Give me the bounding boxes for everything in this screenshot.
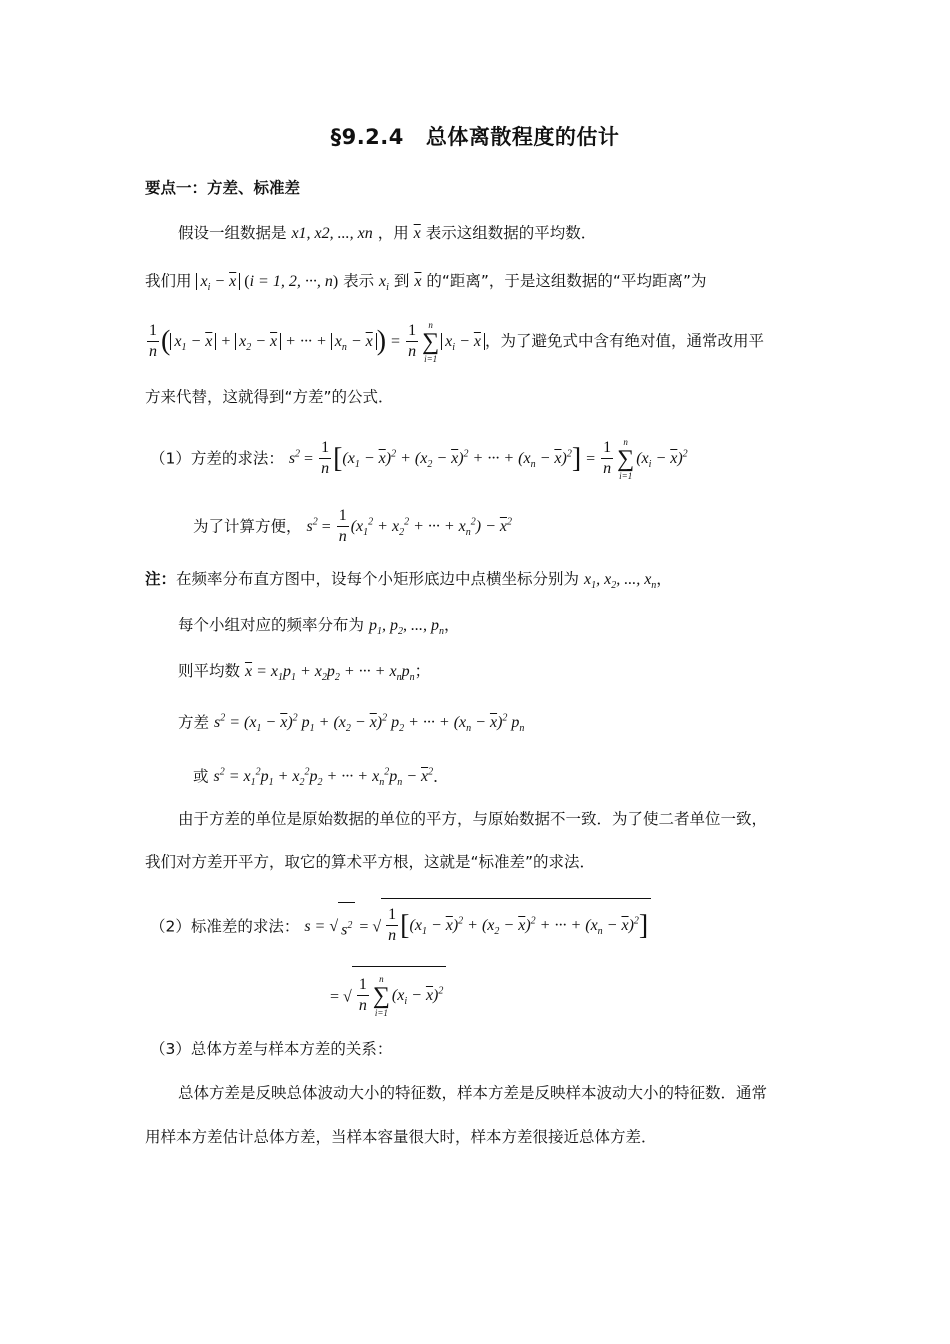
paragraph-4: 方来代替，这就得到“方差”的公式．: [145, 388, 394, 406]
paragraph-7: 总体方差是反映总体波动大小的特征数，样本方差是反映样本波动大小的特征数．通常: [178, 1084, 768, 1102]
paragraph-6: 我们对方差开平方，取它的算术平方根，这就是“标准差”的求法．: [145, 853, 596, 871]
variance-formula: （1）方差的求法： $s^2$ = $\frac{1}{n}$ [$(x_1 - \overline{x})^2 + (x_2 - \overline{x})^2$ + ··· + $(x_n - \overline{x})^2$] = $\frac{1}{n}$ n ∑ i=1 $(x_i - \overline{x})^2$: [150, 436, 688, 481]
paragraph-8: 用样本方差估计总体方差，当样本容量很大时，样本方差很接近总体方差．: [145, 1128, 657, 1146]
data-vars: x1, x2, ..., xn: [291, 225, 373, 242]
section-number: §9.2.4: [330, 125, 404, 149]
note-line-2: 每个小组对应的频率分布为 $p_1$, $p_2$, ..., $p_n$，: [178, 616, 460, 638]
distance-formula: $x_i - \overline{x}$ (i = 1, 2, ···, n): [196, 273, 338, 290]
standard-deviation-formula: （2）标准差的求法： s = √ $s^2$ = √ $\frac{1}{n}$ [$(x_1 - \overline{x})^2 + (x_2 - \overline{x})^2$ + ··· + $(x_n - \overline{x})^2$]: [150, 898, 651, 956]
standard-deviation-sum-formula: = √ $\frac{1}{n}$ n ∑ i=1 $(x_i - \overline{x})^2$: [330, 966, 446, 1028]
item-3-heading: （3）总体方差与样本方差的关系：: [150, 1040, 393, 1058]
paragraph-5: 由于方差的单位是原始数据的单位的平方，与原始数据不一致．为了使二者单位一致，: [178, 810, 768, 828]
note-line-5: 或 $s^2 = x_1^2p_1 + x_2^2p_2$ + ··· + $x_n^2p_n - \overline{x}^2$．: [193, 767, 449, 789]
key-point-heading: 要点一：方差、标准差: [145, 179, 301, 197]
note-line-1: 注：在频率分布直方图中，设每个小矩形底边中点横坐标分别为 $x_1$, $x_2$, ..., $x_n$，: [145, 570, 672, 592]
paragraph-2: 我们用 $x_i - \overline{x}$ (i = 1, 2, ···, n) 表示 $x_i$ 到 $\overline{x}$ 的“距离”，于是这组数据的“平均距离”为: [145, 272, 707, 294]
average-distance-formula: $\frac{1}{n}$ ( $x_1 - \overline{x} + x_2 - \overline{x}$ + ··· + $x_n - \overline{x}$ ) = $\frac{1}{n}$ n ∑ i=1 $x_i - \overline{x}$ ，为了避免式中含有绝对值，通常改用平: [149, 319, 764, 364]
mean-symbol: $\overline{x}$: [413, 225, 421, 242]
section-heading: 总体离散程度的估计: [425, 125, 620, 149]
sum-symbol: n ∑ i=1: [422, 319, 440, 364]
note-line-3: 则平均数 $\overline{x} = x_1p_1 + x_2p_2$ + ··· + $x_np_n$；: [178, 662, 431, 684]
variance-simplified-formula: 为了计算方便， $s^2$ = $\frac{1}{n}$ ($x_1^2 + x_2^2$ + ··· + $x_n^2) - \overline{x}^2$: [193, 507, 512, 546]
paragraph-1: 假设一组数据是 x1, x2, ..., xn ，用 $\overline{x}$ 表示这组数据的平均数．: [178, 224, 597, 242]
note-line-4: 方差 $s^2 = (x_1 - \overline{x})^2$ $p_1 + (x_2 - \overline{x})^2$ $p_2$ + ··· + $(x_n - \overline{x})^2$ $p_n$: [178, 713, 525, 735]
page-title: [0, 121, 950, 151]
